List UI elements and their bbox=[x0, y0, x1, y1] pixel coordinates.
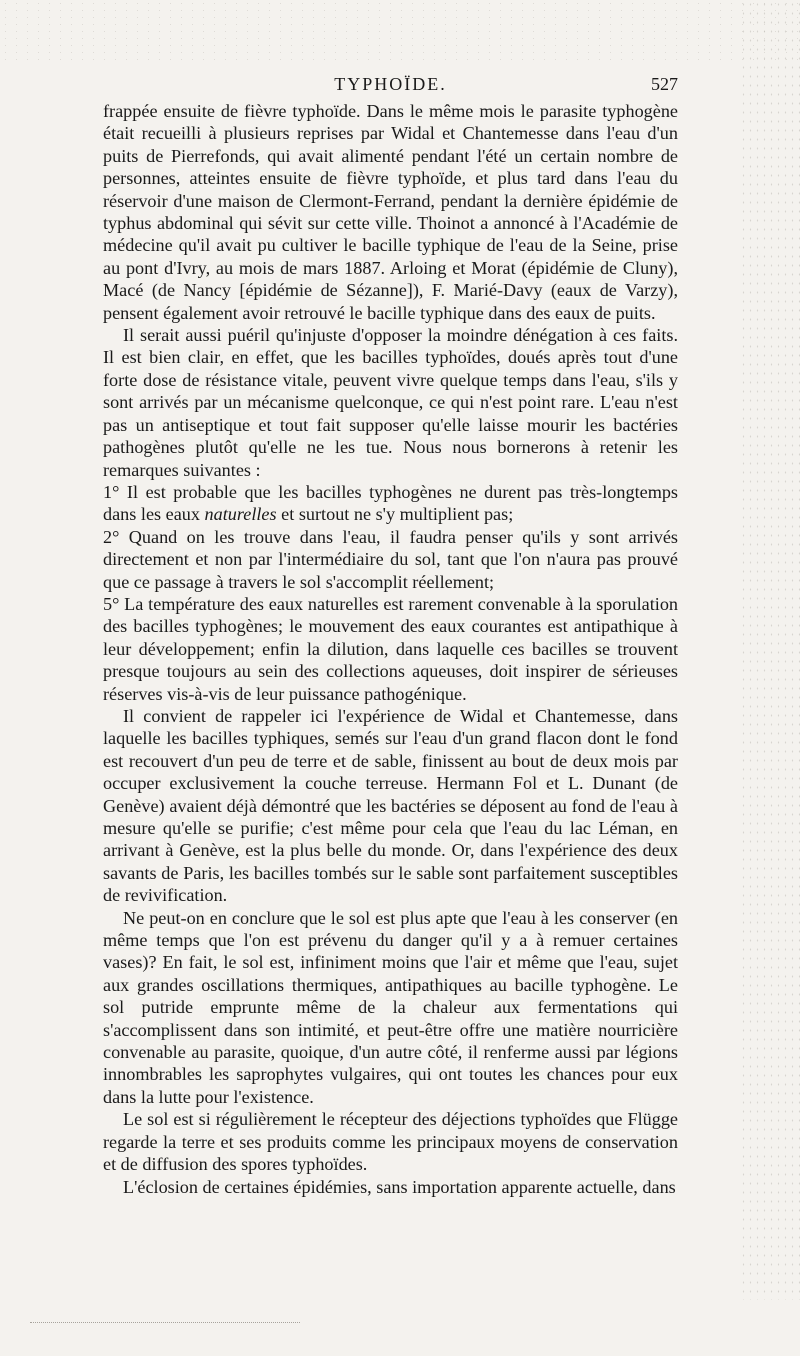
list-item-2 bbox=[103, 526, 678, 593]
list-marker: 1° bbox=[103, 481, 120, 502]
paper-speckle-margin bbox=[740, 0, 800, 1300]
list-text-after: et surtout ne s'y multiplient pas; bbox=[276, 504, 514, 525]
list-item-3 bbox=[103, 593, 678, 705]
page-number: 527 bbox=[651, 74, 678, 94]
paper-speckle-top bbox=[0, 0, 800, 60]
list-emphasis: naturelles bbox=[204, 504, 277, 525]
paragraph-6: L'éclosion de certaines épidémies, sans importation apparente actuelle, dans bbox=[123, 1176, 676, 1197]
page-header bbox=[103, 74, 678, 98]
list-marker: 2° bbox=[103, 526, 120, 547]
paragraph-5: Le sol est si régulièrement le récepteur des déjections typhoïdes que Flügge regarde la terre et ses produits comme les principaux moyens de conservation et de diffusion des spores typhoïdes. bbox=[103, 1109, 678, 1175]
list-text: Quand on les trouve dans l'eau, il faudra penser qu'ils y sont arrivés directement et non par l'intermédiaire du sol, tant que l'on n'aura pas prouvé que ce passage à travers le sol s'accomplit réellement; bbox=[103, 526, 678, 592]
paragraph-2: Il serait aussi puéril qu'injuste d'opposer la moindre dénégation à ces faits. Il est bien clair, en effet, que les bacilles typhoïdes, doués après tout d'une forte dose de résistance vitale, peuvent vivre quelque temps dans l'eau, s'ils y sont arrivés par un mécanisme quelconque, ce qui n'est point rare. L'eau n'est pas un antiseptique et tout fait supposer qu'elle laisse mourir les bactéries pathogènes plutôt qu'elle ne les tue. Nous nous bornerons à retenir les remarques suivantes : bbox=[103, 325, 678, 480]
list-marker: 5° bbox=[103, 593, 120, 614]
list-item-1 bbox=[103, 481, 678, 526]
list-text: La température des eaux naturelles est rarement convenable à la sporulation des bacilles typhogènes; le mouvement des eaux courantes est antipathique à leur développement; enfin la dilution, dans laquelle ces bacilles se trouvent presque toujours au sein des collections aqueuses, doit inspirer de sérieuses réserves vis-à-vis de leur puissance pathogénique. bbox=[103, 593, 679, 704]
bottom-dotted-rule bbox=[30, 1322, 300, 1323]
paragraph-4: Ne peut-on en conclure que le sol est plus apte que l'eau à les conserver (en même temps que l'on est prévenu du danger qu'il y a à remuer certaines vases)? En fait, le sol est, infiniment moins que l'air et même que l'eau, sujet aux grandes oscillations thermiques, antipathiques au bacille typhogène. Le sol putride emprunte même de la chaleur aux fermentations qui s'accomplissent dans son intimité, et peut-être offre une matière nourricière convenable au parasite, quoique, d'un autre côté, il renferme aussi par légions innombrables les saprophytes vulgaires, qui ont toutes les chances pour eux dans la lutte pour l'existence. bbox=[103, 907, 678, 1107]
paragraph-3: Il convient de rappeler ici l'expérience de Widal et Chantemesse, dans laquelle les bacilles typhiques, semés sur l'eau d'un grand flacon dont le fond est recouvert d'un peu de terre et de sable, finissent au bout de deux mois par occuper exclusivement la couche terreuse. Hermann Fol et L. Dunant (de Genève) avaient déjà démontré que les bactéries se déposent au fond de l'eau à mesure qu'elle se purifie; c'est même pour cela que l'eau du lac Léman, en arrivant à Genève, est la plus belle du monde. Or, dans l'expérience des deux savants de Paris, les bacilles tombés sur le sable sont parfaitement susceptibles de revivification. bbox=[103, 705, 678, 906]
list-text-before: Il est probable que les bacilles typhogènes ne durent pas très-longtemps dans les eaux bbox=[103, 481, 679, 525]
body-text bbox=[103, 100, 678, 1198]
running-head: TYPHOÏDE. bbox=[334, 74, 447, 94]
paragraph-1: frappée ensuite de fièvre typhoïde. Dans le même mois le parasite typhogène était recueilli à plusieurs reprises par Widal et Chantemesse dans l'eau d'un puits de Pierrefonds, qui avait alimenté pendant l'été un certain nombre de personnes, atteintes ensuite de fièvre typhoïde, et plus tard dans l'eau du réservoir d'une maison de Clermont-Ferrand, pendant la dernière épidémie de typhus abdominal qui sévit sur cette ville. Thoinot a annoncé à l'Académie de médecine qu'il avait pu cultiver le bacille typhique de l'eau de la Seine, prise au pont d'Ivry, au mois de mars 1887. Arloing et Morat (épidémie de Cluny), Macé (de Nancy [épidémie de Sézanne]), F. Marié-Davy (eaux de Varzy), pensent également avoir retrouvé le bacille typhique dans des eaux de puits. bbox=[103, 101, 678, 323]
